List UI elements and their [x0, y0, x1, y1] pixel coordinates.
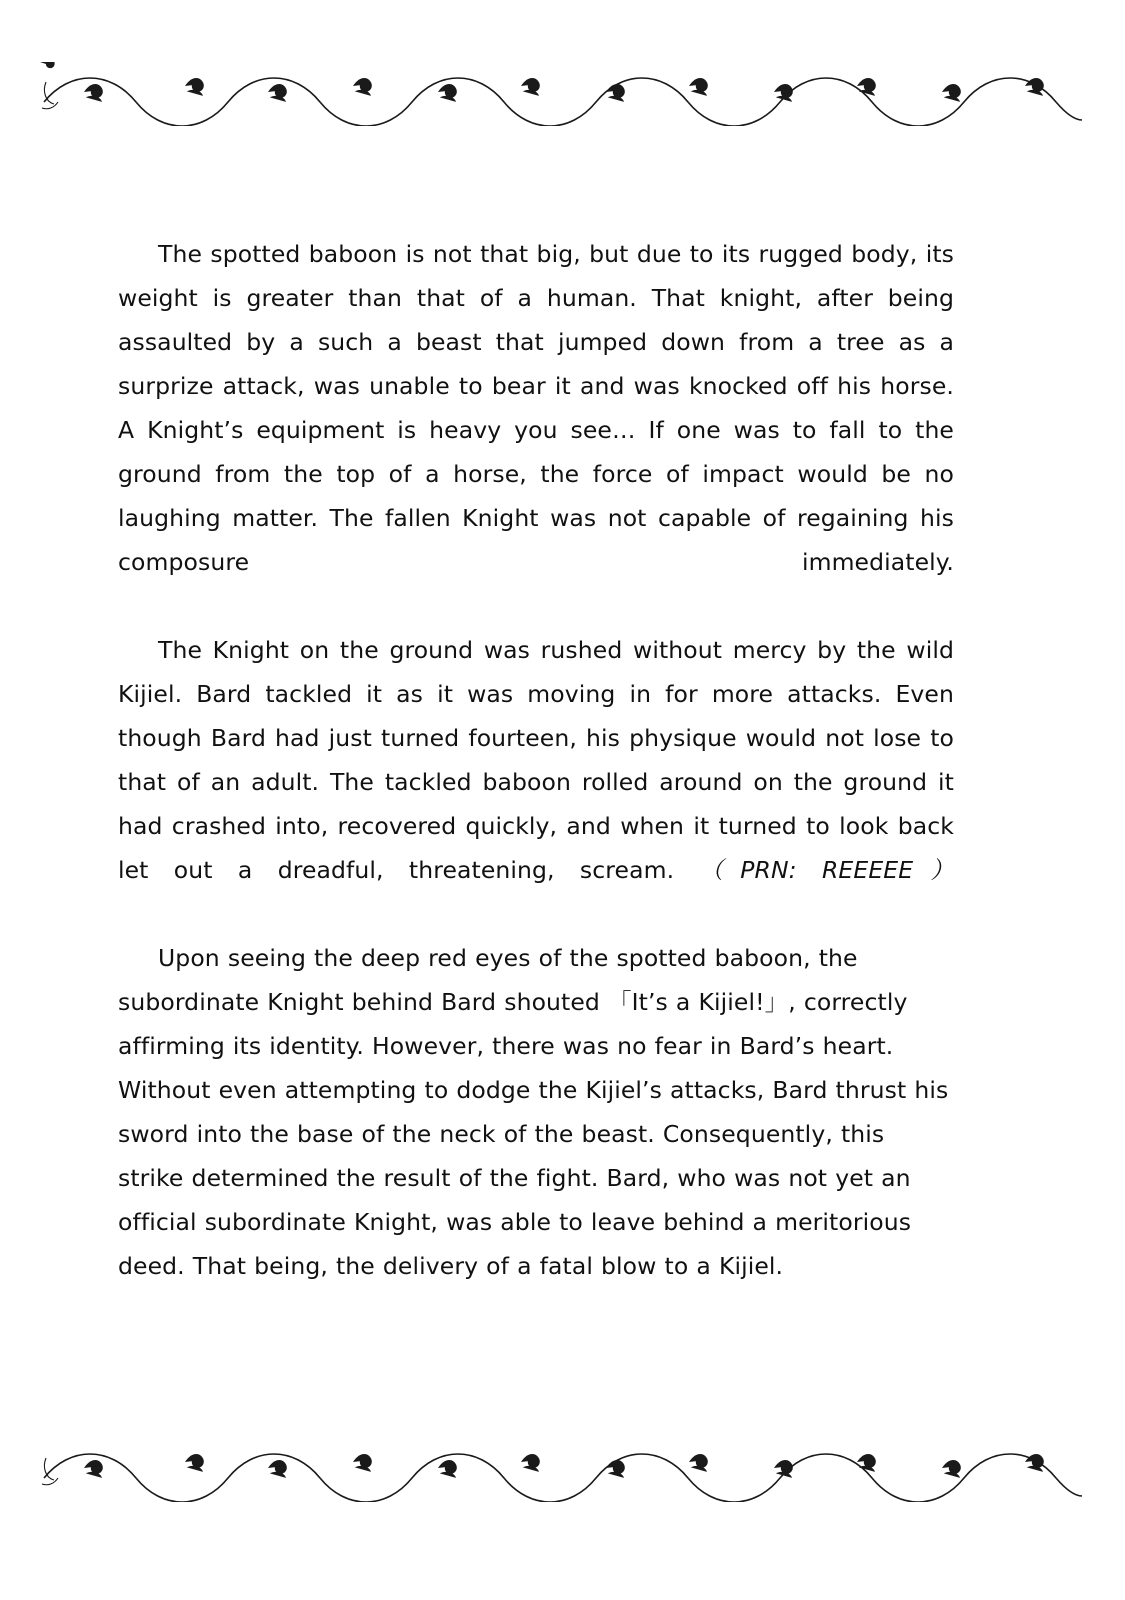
- paragraph-2: [118, 628, 954, 936]
- bottom-ornament-divider: [40, 1438, 1085, 1502]
- body-text: [118, 232, 954, 1288]
- paragraph-3: Upon seeing the deep red eyes of the spotted baboon, the subordinate Knight behind Bard shouted 「It’s a Kijiel!」, correctly affirming its identity. However, there was no fear in Bard’s heart. Without even attempting to dodge the Kijiel’s attacks, Bard thrust his sword into the base of the neck of the beast. Consequently, this strike determined the result of the fight. Bard, who was not yet an official subordinate Knight, was able to leave behind a meritorious deed. That being, the delivery of a fatal blow to a Kijiel.: [118, 944, 949, 1280]
- paragraph-1: The spotted baboon is not that big, but due to its rugged body, its weight is greater than that of a human. That knight, after being assaulted by a such a beast that jumped down from a tree as a surprize attack, was unable to bear it and was knocked off his horse. A Knight’s equipment is heavy you see… If one was to fall to the ground from the top of a horse, the force of impact would be no laughing matter. The fallen Knight was not capable of regaining his composure immediately.: [118, 240, 954, 576]
- prn-annotation: （PRN: REEEEE）: [699, 856, 954, 884]
- paragraph-2-text: The Knight on the ground was rushed without mercy by the wild Kijiel. Bard tackled it as it was moving in for more attacks. Even though Bard had just turned fourteen, his physique would not lose to that of an adult. The tackled baboon rolled around on the ground it had crashed into, recovered quickly, and when it turned to look back let out a dreadful, threatening, scream.: [118, 636, 954, 884]
- top-ornament-divider: [40, 62, 1085, 126]
